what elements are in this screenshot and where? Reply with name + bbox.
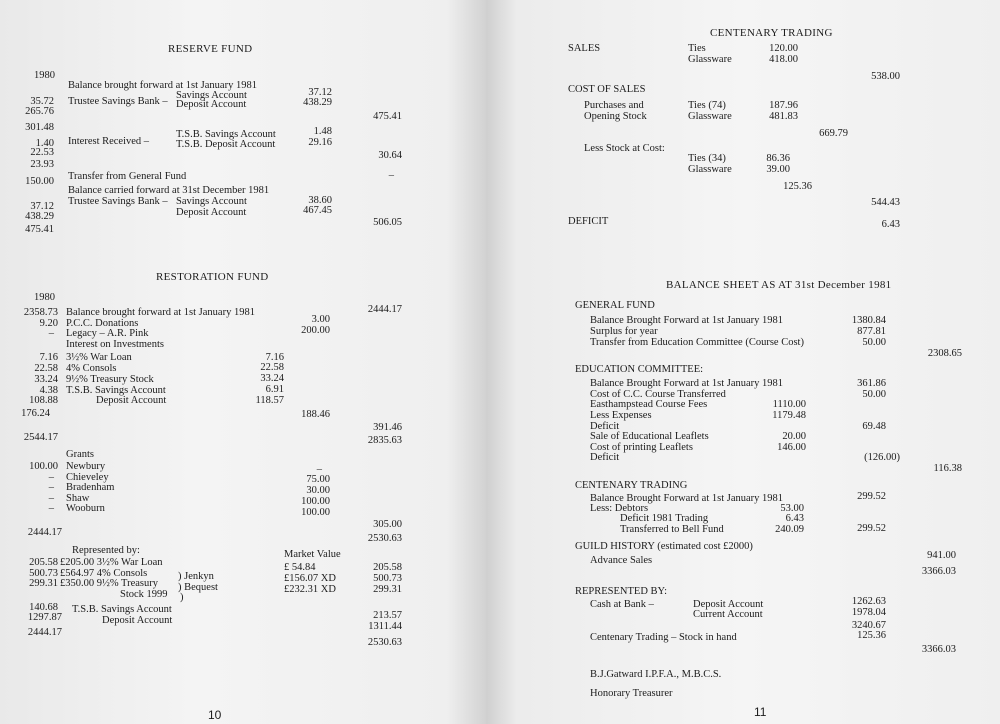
ledger-amount: 438.29 [303, 97, 332, 108]
ledger-text: Less: Debtors [590, 503, 649, 514]
ledger-prior-amount: 150.00 [25, 176, 54, 187]
ledger-text: Ties (74) [688, 100, 726, 111]
ledger-amount: 1110.00 [772, 399, 806, 410]
ledger-prior-amount: 4.38 [39, 385, 58, 396]
ledger-text: Less Expenses [590, 410, 652, 421]
year-label: 1980 [34, 292, 55, 303]
ledger-heading: GENERAL FUND [575, 300, 655, 311]
ledger-total: 299.31 [373, 584, 402, 595]
ledger-amount: 3240.67 [851, 620, 886, 631]
restoration-fund-title: RESTORATION FUND [156, 271, 269, 283]
ledger-total: 3366.03 [921, 566, 956, 577]
ledger-amount: £156.07 XD [284, 573, 336, 584]
ledger-text: Deposit Account [176, 99, 247, 110]
ledger-prior-amount: 7.16 [39, 352, 58, 363]
ledger-text: Deficit 1981 Trading [620, 513, 709, 524]
ledger-text: Transfer from General Fund [68, 171, 187, 182]
ledger-text: Less Stock at Cost: [584, 143, 665, 154]
ledger-amount: 39.00 [766, 164, 790, 175]
ledger-text: Stock 1999 [120, 589, 168, 600]
ledger-text: Cost of C.C. Course Transferred [590, 389, 726, 400]
ledger-prior-amount: – [48, 328, 54, 339]
ledger-total: 2444.17 [367, 304, 402, 315]
ledger-text: Trustee Savings Bank – [68, 96, 168, 107]
ledger-total: 506.05 [373, 217, 402, 228]
ledger-text: T.S.B. Savings Account [66, 385, 166, 396]
ledger-heading: REPRESENTED BY: [575, 586, 668, 597]
ledger-prior-amount: – [48, 493, 54, 504]
ledger-amount: 1.48 [313, 126, 332, 137]
ledger-amount: 418.00 [769, 54, 798, 65]
ledger-text: Interest on Investments [66, 339, 164, 350]
ledger-text: Deposit Account [102, 615, 173, 626]
ledger-amount: 361.86 [857, 378, 886, 389]
ledger-prior-amount: 205.58 [29, 557, 58, 568]
ledger-text: Ties (34) [688, 153, 726, 164]
ledger-text: Cash at Bank – [590, 599, 654, 610]
ledger-amount: 20.00 [782, 431, 806, 442]
right-page [486, 0, 1000, 724]
ledger-text: £205.00 3½% War Loan [60, 557, 163, 568]
ledger-total: 116.38 [933, 463, 962, 474]
ledger-text: P.C.C. Donations [66, 318, 139, 329]
ledger-amount: 125.36 [783, 181, 812, 192]
ledger-text: Deposit Account [96, 395, 167, 406]
ledger-heading: COST OF SALES [568, 84, 646, 95]
ledger-text: 4% Consols [66, 363, 117, 374]
ledger-amount: 125.36 [857, 630, 886, 641]
ledger-text: Purchases and [584, 100, 644, 111]
ledger-text: £564.97 4% Consols [60, 568, 148, 579]
year-label: 1980 [34, 70, 55, 81]
ledger-prior-amount: 176.24 [21, 408, 50, 419]
ledger-prior-amount: – [48, 482, 54, 493]
ledger-prior-amount: 9.20 [39, 318, 58, 329]
ledger-text: Grants [66, 449, 94, 460]
ledger-heading: DEFICIT [568, 216, 609, 227]
ledger-prior-amount: 475.41 [25, 224, 54, 235]
ledger-prior-amount: 22.53 [30, 147, 54, 158]
ledger-text: Bradenham [66, 482, 115, 493]
ledger-amount: (126.00) [864, 452, 900, 463]
ledger-amount: 1262.63 [851, 596, 886, 607]
ledger-amount: 877.81 [857, 326, 886, 337]
ledger-text: Opening Stock [584, 111, 647, 122]
ledger-total: 3366.03 [921, 644, 956, 655]
treasurer-role: Honorary Treasurer [590, 688, 673, 699]
ledger-total: 2530.63 [367, 533, 402, 544]
ledger-amount: 29.16 [308, 137, 332, 148]
ledger-text: Easthampstead Course Fees [590, 399, 708, 410]
ledger-text: Represented by: [72, 545, 140, 556]
ledger-text: Balance Brought Forward at 1st January 1981 [590, 378, 784, 389]
ledger-amount: 1179.48 [772, 410, 806, 421]
ledger-amount: £ 54.84 [284, 562, 316, 573]
ledger-amount: 7.16 [265, 352, 284, 363]
ledger-prior-amount: 108.88 [29, 395, 58, 406]
ledger-amount: 53.00 [780, 503, 804, 514]
ledger-text: Legacy – A.R. Pink [66, 328, 149, 339]
guild-history-label: GUILD HISTORY [575, 541, 655, 552]
left-page [0, 0, 486, 724]
ledger-total: – [388, 170, 394, 181]
ledger-prior-amount: 299.31 [29, 578, 58, 589]
ledger-text: £350.00 9½% Treasury [60, 578, 159, 589]
ledger-amount: 1978.04 [851, 607, 886, 618]
ledger-amount: 33.24 [260, 373, 284, 384]
ledger-prior-amount: – [48, 503, 54, 514]
ledger-amount: 3.00 [311, 314, 330, 325]
ledger-prior-amount: 265.76 [25, 106, 54, 117]
ledger-total: 2308.65 [927, 348, 962, 359]
ledger-amount: £232.31 XD [284, 584, 336, 595]
ledger-text: Savings Account [176, 196, 247, 207]
ledger-text: ) Jenkyn [178, 571, 214, 582]
ledger-total: 391.46 [373, 422, 402, 433]
ledger-prior-amount: 23.93 [30, 159, 54, 170]
ledger-text: Sale of Educational Leaflets [590, 431, 709, 442]
ledger-amount: 481.83 [769, 111, 798, 122]
ledger-text: Current Account [693, 609, 763, 620]
ledger-amount: 6.91 [265, 384, 284, 395]
ledger-text: Glassware [688, 164, 732, 175]
ledger-text: 3½% War Loan [66, 352, 132, 363]
ledger-prior-amount: 2544.17 [23, 432, 58, 443]
ledger-prior-amount: – [48, 472, 54, 483]
reserve-fund-title: RESERVE FUND [168, 43, 253, 55]
ledger-heading [575, 541, 753, 552]
ledger-amount: 146.00 [777, 442, 806, 453]
ledger-text: Transfer from Education Committee (Course Cost) [590, 337, 804, 348]
ledger-total: 544.43 [871, 197, 900, 208]
centenary-trading-title: CENTENARY TRADING [710, 27, 833, 39]
ledger-amount: 22.58 [260, 362, 284, 373]
ledger-total: 205.58 [373, 562, 402, 573]
ledger-prior-amount: 2444.17 [27, 627, 62, 638]
ledger-total: 213.57 [373, 610, 402, 621]
ledger-heading: CENTENARY TRADING [575, 480, 688, 491]
ledger-total: 1311.44 [368, 621, 402, 632]
ledger-prior-amount: 1.40 [35, 138, 54, 149]
ledger-amount: 299.52 [857, 523, 886, 534]
ledger-total: 6.43 [881, 219, 900, 230]
ledger-amount: 75.00 [306, 474, 330, 485]
ledger-prior-amount: 37.12 [30, 201, 54, 212]
ledger-text: Balance Brought Forward at 1st January 1981 [590, 315, 784, 326]
ledger-total: 538.00 [871, 71, 900, 82]
ledger-amount: 200.00 [301, 325, 330, 336]
ledger-heading: SALES [568, 43, 601, 54]
ledger-amount: 669.79 [819, 128, 848, 139]
ledger-amount: 188.46 [301, 409, 330, 420]
ledger-amount: 1380.84 [851, 315, 886, 326]
ledger-column-header: Market Value [284, 549, 341, 560]
balance-sheet-title: BALANCE SHEET AS AT 31st December 1981 [666, 279, 892, 291]
ledger-prior-amount: 1297.87 [27, 612, 62, 623]
ledger-text: Trustee Savings Bank – [68, 196, 168, 207]
ledger-text: 9½% Treasury Stock [66, 374, 154, 385]
ledger-amount: 100.00 [301, 507, 330, 518]
ledger-total: 30.64 [378, 150, 402, 161]
ledger-text: Glassware [688, 111, 732, 122]
ledger-text: Shaw [66, 493, 90, 504]
ledger-text: ) [180, 592, 184, 603]
ledger-text: Deficit [590, 452, 620, 463]
ledger-prior-amount: 2444.17 [27, 527, 62, 538]
ledger-text: Surplus for year [590, 326, 658, 337]
ledger-amount: 118.57 [255, 395, 284, 406]
ledger-text: Ties [688, 43, 706, 54]
treasurer-name: B.J.Gatward I.P.F.A., M.B.C.S. [590, 669, 722, 680]
ledger-total: 941.00 [927, 550, 956, 561]
ledger-amount: 240.09 [775, 524, 804, 535]
ledger-prior-amount: 2358.73 [23, 307, 58, 318]
ledger-text: T.S.B. Savings Account [72, 604, 172, 615]
ledger-amount: 50.00 [862, 389, 886, 400]
ledger-amount: 69.48 [862, 421, 886, 432]
ledger-amount: – [316, 464, 322, 475]
ledger-text: T.S.B. Savings Account [176, 129, 276, 140]
ledger-amount: 299.52 [857, 491, 886, 502]
ledger-prior-amount: 140.68 [29, 602, 58, 613]
ledger-text: Deficit [590, 421, 620, 432]
ledger-text: Wooburn [66, 503, 105, 514]
ledger-text: Balance carried forward at 31st December 1981 [68, 185, 270, 196]
ledger-text: Advance Sales [590, 555, 653, 566]
ledger-heading: EDUCATION COMMITTEE: [575, 364, 704, 375]
ledger-text: Balance brought forward at 1st January 1981 [66, 307, 255, 318]
ledger-amount: 467.45 [303, 205, 332, 216]
ledger-amount: 30.00 [306, 485, 330, 496]
ledger-text: Glassware [688, 54, 732, 65]
ledger-prior-amount: 33.24 [34, 374, 58, 385]
ledger-amount: 120.00 [769, 43, 798, 54]
ledger-text: ) Bequest [178, 582, 218, 593]
ledger-text: Interest Received – [68, 136, 150, 147]
ledger-prior-amount: 35.72 [30, 96, 54, 107]
ledger-text: Cost of printing Leaflets [590, 442, 693, 453]
ledger-total: 305.00 [373, 519, 402, 530]
ledger-prior-amount: 438.29 [25, 211, 54, 222]
ledger-prior-amount: 500.73 [29, 568, 58, 579]
ledger-amount: 100.00 [301, 496, 330, 507]
ledger-text: Centenary Trading – Stock in hand [590, 632, 737, 643]
ledger-total: 2835.63 [367, 435, 402, 446]
ledger-text: Newbury [66, 461, 106, 472]
ledger-amount: 86.36 [766, 153, 790, 164]
ledger-amount: 38.60 [308, 195, 332, 206]
ledger-text: Chieveley [66, 472, 109, 483]
ledger-text: T.S.B. Deposit Account [176, 139, 276, 150]
ledger-total: 2530.63 [367, 637, 402, 648]
ledger-text: Savings Account [176, 90, 247, 101]
page-number: 11 [754, 705, 767, 719]
ledger-prior-amount: 22.58 [34, 363, 58, 374]
ledger-amount: 50.00 [862, 337, 886, 348]
page-number: 10 [208, 708, 222, 722]
ledger-prior-amount: 301.48 [25, 122, 54, 133]
ledger-text: Deposit Account [693, 599, 764, 610]
ledger-total: 475.41 [373, 111, 402, 122]
ledger-prior-amount: 100.00 [29, 461, 58, 472]
ledger-text: Transferred to Bell Fund [620, 524, 724, 535]
ledger-amount: 187.96 [769, 100, 798, 111]
ledger-text: Balance brought forward at 1st January 1981 [68, 80, 257, 91]
ledger-amount: 37.12 [308, 87, 332, 98]
ledger-text: Deposit Account [176, 207, 247, 218]
ledger-text: Balance Brought Forward at 1st January 1981 [590, 493, 784, 504]
ledger-amount: 6.43 [785, 513, 804, 524]
guild-history-note: (estimated cost £2000) [657, 541, 753, 552]
ledger-total: 500.73 [373, 573, 402, 584]
